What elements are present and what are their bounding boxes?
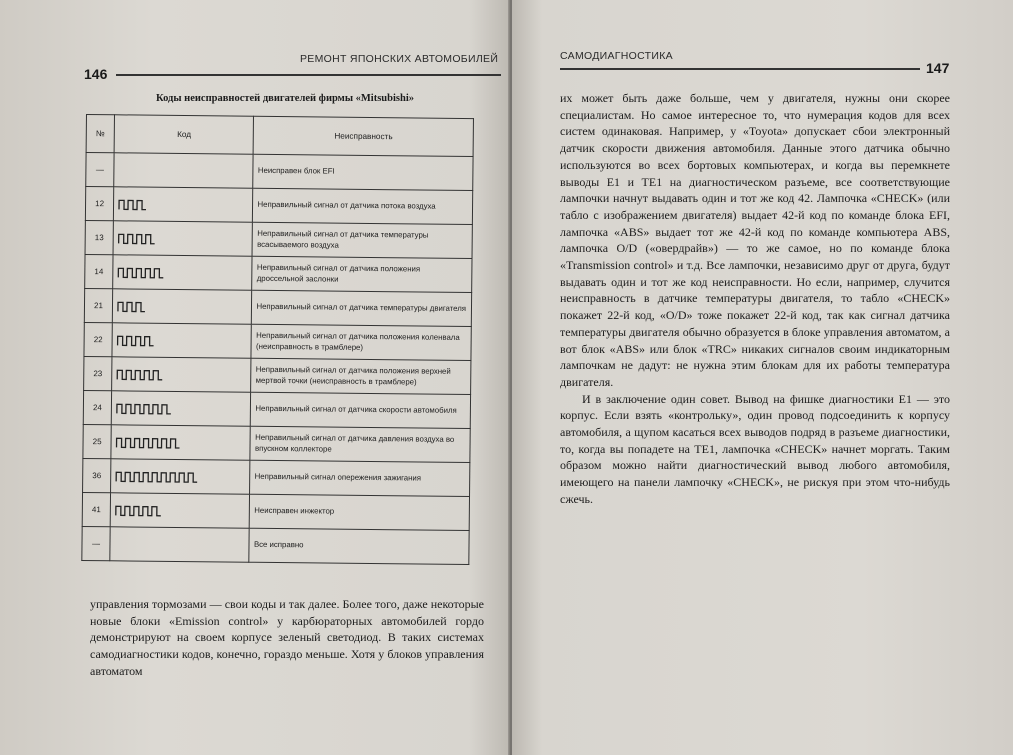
pulse-waveform-icon — [117, 300, 146, 312]
table-row — [84, 356, 471, 394]
blink-code-cell — [114, 153, 254, 188]
blink-code-cell — [111, 391, 251, 426]
blink-code-cell — [113, 187, 253, 222]
table-row — [84, 288, 471, 326]
table-row — [83, 390, 470, 428]
pulse-path — [118, 268, 163, 277]
pulse-path — [119, 200, 146, 209]
left-paragraph: управления тормозами — свои коды и так далее. Более того, даже некоторые новые блоки «Emission control» у карбюраторных автомобилей гордо демонстрируют на своем корпусе зеленый светодиод. В таких системах самодиагностики кодов, конечно, гораздо меньше. Хотя у блоков управления автоматом — [90, 597, 484, 678]
table-row — [86, 153, 473, 191]
row-number: 21 — [84, 288, 112, 322]
pulse-path — [117, 404, 171, 414]
pulse-path — [116, 506, 161, 515]
row-number: 36 — [83, 458, 111, 492]
row-number: 14 — [85, 254, 113, 288]
pulse-path — [117, 370, 162, 379]
right-body-text — [560, 90, 950, 508]
blink-code-cell — [112, 323, 252, 358]
blink-code-cell — [111, 459, 251, 494]
fault-description: Неправильный сигнал от датчика положения коленвала (неисправность в трамблере) — [251, 324, 471, 360]
fault-description: Неправильный сигнал от датчика потока воздуха — [253, 188, 473, 224]
table-row — [83, 458, 470, 496]
fault-description: Неправильный сигнал от датчика давления воздуха во впускном коллекторе — [250, 426, 470, 462]
column-header-number: № — [86, 115, 114, 153]
row-number: 22 — [84, 322, 112, 356]
fault-description: Неисправен блок EFI — [253, 154, 473, 190]
fault-codes-table — [81, 114, 474, 565]
header-rule-left — [116, 74, 501, 76]
table-row — [82, 526, 469, 564]
header-rule-right — [560, 68, 920, 70]
pulse-path — [118, 336, 154, 345]
fault-description: Неправильный сигнал от датчика скорости автомобиля — [251, 392, 471, 428]
row-number: 12 — [85, 187, 113, 221]
pulse-path — [116, 472, 197, 482]
row-number: 25 — [83, 424, 111, 458]
fault-description: Все исправно — [249, 528, 469, 564]
pulse-waveform-icon — [116, 436, 181, 449]
table-row — [85, 187, 472, 225]
pulse-waveform-icon — [115, 504, 162, 516]
pulse-waveform-icon — [118, 232, 156, 244]
row-number: 24 — [83, 390, 111, 424]
table-title: Коды неисправностей двигателей фирмы «Mitsubishi» — [156, 93, 414, 104]
row-number: 41 — [82, 492, 110, 526]
row-number: — — [82, 526, 110, 560]
fault-description: Неправильный сигнал от датчика положения верхней мертвой точки (неисправность в трамблере) — [251, 358, 471, 394]
pulse-path — [118, 302, 145, 311]
pulse-waveform-icon — [116, 402, 172, 415]
fault-description: Неправильный сигнал от датчика температуры двигателя — [252, 290, 472, 326]
pulse-waveform-icon — [116, 368, 163, 380]
blink-code-cell — [110, 493, 250, 528]
blink-code-cell — [110, 527, 250, 562]
column-header-code: Код — [114, 115, 254, 154]
fault-description: Неисправен инжектор — [250, 494, 470, 530]
pulse-waveform-icon — [118, 198, 147, 210]
fault-description: Неправильный сигнал от датчика температуры всасываемого воздуха — [252, 222, 472, 258]
pulse-path — [119, 234, 155, 243]
pulse-waveform-icon — [117, 266, 164, 278]
pulse-path — [117, 438, 180, 448]
blink-code-cell — [113, 255, 253, 290]
pulse-waveform-icon — [115, 470, 198, 483]
column-header-fault: Неисправность — [254, 116, 474, 156]
left-body-text — [90, 596, 484, 680]
row-number: 23 — [84, 356, 112, 390]
blink-code-cell — [112, 289, 252, 324]
table-row — [85, 220, 472, 258]
table-row — [84, 322, 471, 360]
page-number-left: 146 — [84, 66, 108, 82]
fault-description: Неправильный сигнал от датчика положения дроссельной заслонки — [252, 256, 472, 292]
pulse-waveform-icon — [117, 334, 155, 346]
blink-code-cell — [113, 221, 253, 256]
blink-code-cell — [111, 425, 251, 460]
running-header-right: САМОДИАГНОСТИКА — [560, 50, 673, 62]
table-row — [85, 254, 472, 292]
blink-code-cell — [112, 357, 252, 392]
table-row — [83, 424, 470, 462]
fault-description: Неправильный сигнал опережения зажигания — [250, 460, 470, 496]
table-row — [82, 492, 469, 530]
row-number: 13 — [85, 220, 113, 254]
row-number: — — [86, 153, 114, 187]
right-paragraph-2: И в заключение один совет. Вывод на фишке диагностики E1 — это корпус. Если взять «контрольку», один провод подсоединить к корпусу автомобиля, а щупом касаться всех выводов подряд в разъеме диагностики, то, когда вы попадете на TE1, лампочка «CHECK» начнет моргать. Таким образом можно найти диагностический вывод любого автомобиля, имеющего на панели лампочку «CHECK», не рискуя при этом что-нибудь сжечь. — [560, 391, 950, 506]
running-header-left: РЕМОНТ ЯПОНСКИХ АВТОМОБИЛЕЙ — [300, 53, 499, 65]
right-paragraph-1: их может быть даже больше, чем у двигателя, нужны они скорее специалистам. Но самое интересное то, что нумерация кодов для всех систем одинаковая. Например, у «Toyota» допускает сбои электронный датчик скорости движения автомобиля. Данные этого датчика обычно используются во всех бортовых компьютерах, и когда вы перемкнете выводы E1 и TE1 на диагностическом разъеме, все соответствующие лампочки начнут выдавать один и тот же код 42. Лампочка «CHECK» (или табло с изображением двигателя) выдает 42-й код по команде блока EFI, лампочка «ABS» выдает тот же 42-й код по команде компьютера ABS, лампочка O/D («овердрайв») — то же самое, но по команде блока «Transmission control» и т.д. Все лампочки, независимо друг от друга, будут выдавать один и тот же код неисправности. Но если, например, случится неисправность в датчике температуры двигателя, то табло «CHECK» покажет 22-й код, «O/D» тоже покажет 22-й код, так как сигнал датчика температуры двигателя обычно образуется в блоке управления автоматом, а вот блок «ABS» или блок «TRC» никаких сигналов своим индикаторным лампочкам не дадут: не нужна этим блокам для их работы температура двигателя. — [560, 91, 950, 389]
page-number-right: 147 — [926, 60, 950, 76]
